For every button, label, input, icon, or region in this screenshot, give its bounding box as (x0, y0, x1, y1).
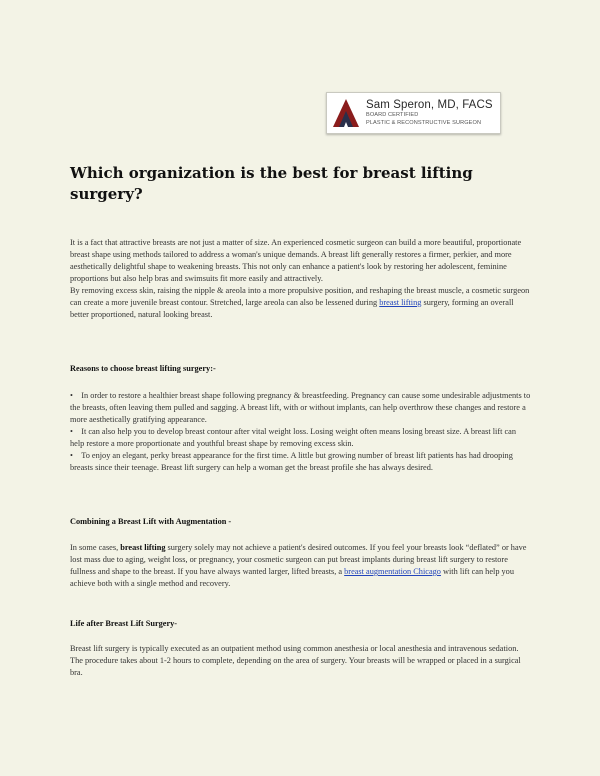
reason-item: • In order to restore a healthier breast shape following pregnancy & breastfeeding. Pregnancy can cause some undesirable adjustments to the breasts, often leaving them pulled and sagging. A breast lift, with or without implants, can help overthrow these changes and restore a more aesthetically gratifying appearance. (70, 391, 531, 424)
reason-item-text: It can also help you to develop breast contour after vital weight loss. Losing weight often means losing breast size. A breast lift can help restore a more proportionate and youthful breast shape by removing excess skin. (70, 427, 516, 448)
reasons-list (70, 390, 532, 474)
reason-item-text: In order to restore a healthier breast shape following pregnancy & breastfeeding. Pregnancy can cause some undesirable adjustments to the breasts, often leaving them pulled and sagging. A breast lift, with or without implants, can help overthrow these changes and restore a more aesthetically gratifying appearance. (70, 391, 531, 424)
logo-mark-icon (331, 97, 361, 129)
combining-text-middle: surgery solely may not achieve a patient's desired outcomes. If you feel your breasts look “deflated” or have lost mass due to aging, weight loss, or pregnancy, your cosmetic surgeon can put breast implants during breast lift surgery to restore fullness and shape to the breast. If you have always wanted larger, lifted breasts, a (70, 543, 527, 576)
combining-section (70, 542, 532, 590)
intro-p2-text-end: surgery, forming an overall better proportioned, natural looking breast. (70, 298, 514, 319)
breast-augmentation-chicago-link[interactable]: breast augmentation Chicago (344, 567, 441, 576)
combining-text: In some cases, (70, 543, 121, 552)
breast-lifting-link[interactable]: breast lifting (379, 298, 422, 307)
logo-line2: PLASTIC & RECONSTRUCTIVE SURGEON (366, 119, 482, 126)
intro-p2-text: By removing excess skin, raising the nipple & areola into a more propulsive position, and reshaping the breast muscle, a cosmetic surgeon can create a more juvenile breast contour. Stretched, large areola can also be lessened during (70, 286, 530, 307)
logo-name: Sam Speron, MD, FACS (366, 98, 493, 111)
intro-paragraph-1: It is a fact that attractive breasts are not just a matter of size. An experienced cosmetic surgeon can build a more beautiful, proportionate breast shape using methods tailored to address a woman's unique demands. A breast lift generally restores a firmer, perkier, and more aesthetically delightful shape to weakening breasts. This not only can enhance a patient's look by restoring her adolescent, feminine proportions but also help bras and swimsuits fit more easily and attractively. (70, 238, 522, 283)
surgeon-logo (326, 92, 501, 134)
intro-section (70, 237, 532, 321)
reason-item: • To enjoy an elegant, perky breast appearance for the first time. A little but growing number of breast lift patients has had drooping breasts since their teenage. Breast lift surgery can help a woman get the breast profile she has always desired. (70, 451, 513, 472)
logo-line1: BOARD CERTIFIED (366, 112, 419, 119)
page-title: Which organization is the best for breast lifting surgery? (70, 164, 473, 203)
intro-paragraph-2 (70, 285, 532, 321)
combining-heading: Combining a Breast Lift with Augmentation - (70, 517, 232, 526)
reasons-heading: Reasons to choose breast lifting surgery:- (70, 364, 216, 373)
reason-item-text: To enjoy an elegant, perky breast appearance for the first time. A little but growing number of breast lift patients has had drooping breasts since their teenage. Breast lift surgery can help a woman get the breast profile she has always desired. (70, 451, 513, 472)
breast-lifting-bold: breast lifting (120, 543, 166, 552)
combining-text-end: with lift can help you achieve both with a single method and recovery. (70, 567, 514, 588)
combining-paragraph (70, 542, 532, 590)
reason-item: • It can also help you to develop breast contour after vital weight loss. Losing weight often means losing breast size. A breast lift can help restore a more proportionate and youthful breast shape by removing excess skin. (70, 427, 516, 448)
life-paragraph: Breast lift surgery is typically executed as an outpatient method using common anesthesia or local anesthesia and intravenous sedation. The procedure takes about 1-2 hours to complete, depending on the area of surgery. Your breasts will be wrapped or placed in a surgical bra. (70, 644, 521, 677)
life-section (70, 643, 532, 679)
life-heading: Life after Breast Lift Surgery- (70, 619, 178, 628)
